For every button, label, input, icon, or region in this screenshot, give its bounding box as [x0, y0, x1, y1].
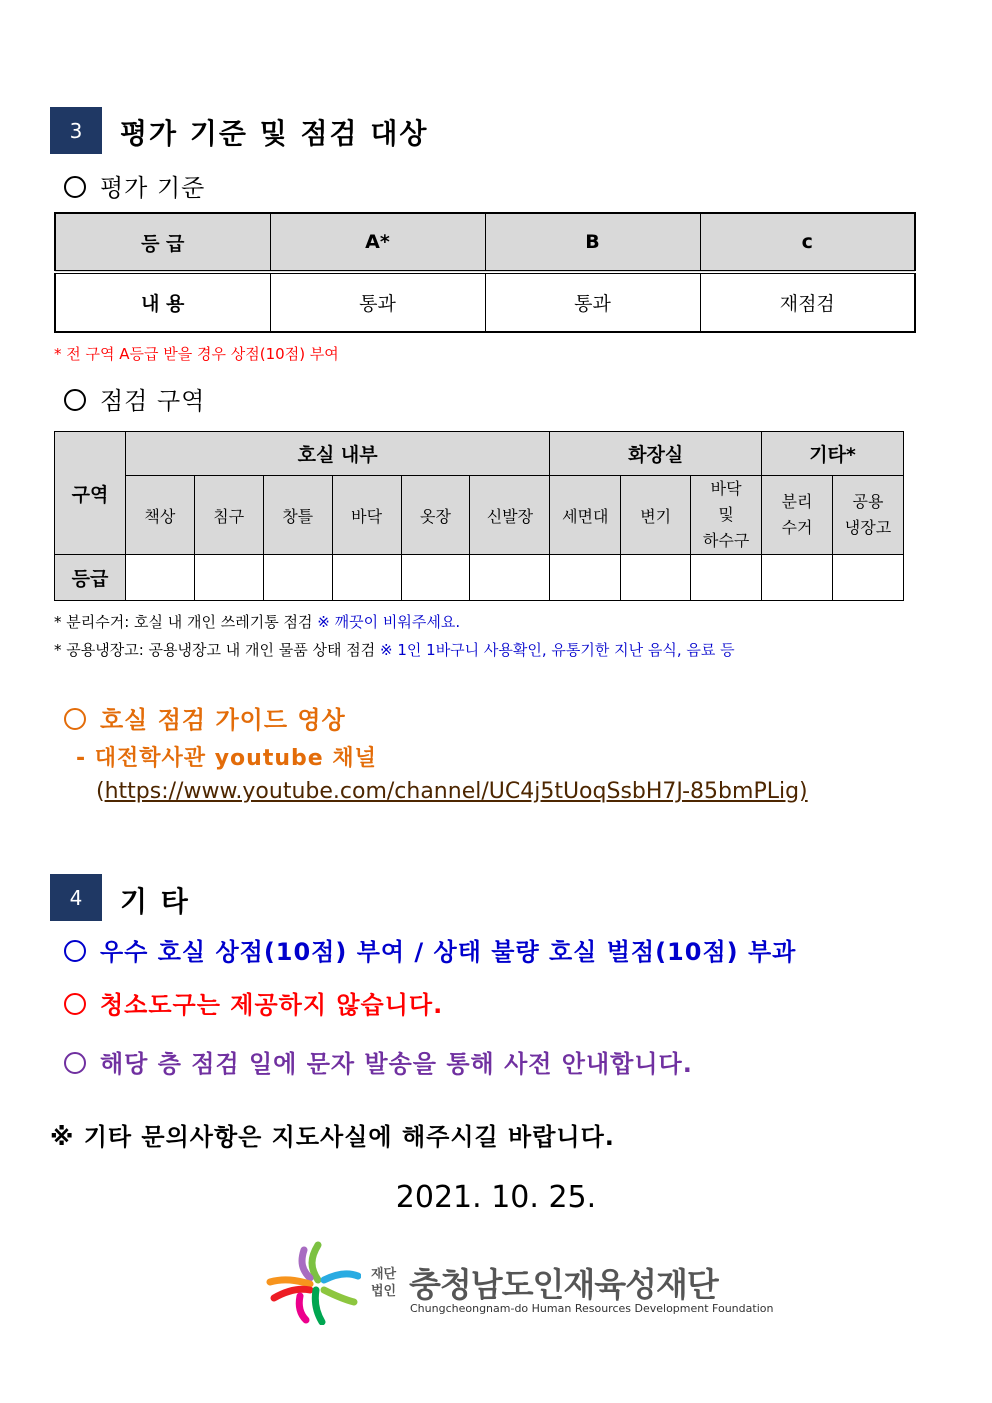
criteria-heading-text: 평가 기준	[100, 174, 206, 202]
zone-heading	[64, 381, 205, 416]
zone-grade-cell[interactable]	[832, 555, 903, 601]
zone-note-highlight: ※ 1인 1바구니 사용확인, 유통기한 지난 음식, 음료 등	[380, 641, 735, 659]
guide-link-paren: (	[96, 779, 105, 804]
legal-label-top: 재단	[371, 1267, 397, 1282]
zone-item: 공용 냉장고	[832, 476, 903, 555]
youtube-link[interactable]: https://www.youtube.com/channel/UC4j5tUoqSsbH7J-85bmPLig)	[104, 779, 808, 804]
zone-grade-row	[55, 555, 904, 601]
zone-note-recycling	[54, 611, 460, 632]
zone-group-room: 호실 내부	[125, 432, 549, 476]
circle-bullet-icon	[64, 993, 86, 1015]
merit-line	[64, 932, 796, 967]
section-title: 기 타	[120, 885, 190, 918]
guide-heading-text: 호실 점검 가이드 영상	[100, 706, 346, 734]
zone-item: 창틀	[263, 476, 332, 555]
zone-grade-cell[interactable]	[125, 555, 194, 601]
criteria-note: * 전 구역 A등급 받을 경우 상점(10점) 부여	[54, 345, 339, 363]
zone-grade-cell[interactable]	[194, 555, 263, 601]
zone-grade-cell[interactable]	[470, 555, 550, 601]
guide-link-line	[96, 779, 808, 804]
zone-note-fridge	[54, 639, 735, 660]
grade-cell: 통과	[270, 272, 485, 332]
zone-item: 옷장	[401, 476, 470, 555]
notice-line	[64, 1044, 693, 1079]
grade-table-header-row	[55, 213, 915, 272]
inquiry-note: ※ 기타 문의사항은 지도사실에 해주시길 바랍니다.	[50, 1123, 615, 1151]
grade-header-cell: A*	[270, 213, 485, 272]
zone-group-bathroom: 화장실	[550, 432, 762, 476]
notice-line-text: 해당 층 점검 일에 문자 발송을 통해 사전 안내합니다.	[100, 1050, 693, 1078]
section-number-badge: 4	[50, 874, 102, 921]
zone-grade-cell[interactable]	[691, 555, 762, 601]
zone-item: 침구	[194, 476, 263, 555]
guide-channel: - 대전학사관 youtube 채널	[76, 746, 377, 771]
circle-bullet-icon	[64, 940, 86, 962]
zone-group-row	[55, 432, 904, 476]
zone-note-text: * 분리수거: 호실 내 개인 쓰레기통 점검	[54, 613, 318, 631]
zone-heading-text: 점검 구역	[100, 387, 206, 415]
zone-item: 바닥	[332, 476, 401, 555]
zone-item-row	[55, 476, 904, 555]
section-number-badge: 3	[50, 107, 102, 154]
foundation-english-name: Chungcheongnam-do Human Resources Development Foundation	[410, 1302, 774, 1315]
zone-grade-cell[interactable]	[621, 555, 691, 601]
circle-bullet-icon	[64, 389, 86, 411]
zone-grade-cell[interactable]	[263, 555, 332, 601]
zone-note-highlight: ※ 깨끗이 비워주세요.	[317, 613, 461, 631]
circle-bullet-icon	[64, 708, 86, 730]
zone-item: 신발장	[470, 476, 550, 555]
zone-table	[54, 431, 904, 601]
zone-label: 구역	[55, 432, 126, 555]
zone-grade-cell[interactable]	[332, 555, 401, 601]
legal-label-bottom: 법인	[371, 1284, 397, 1299]
zone-item: 바닥 및 하수구	[691, 476, 762, 555]
tools-line-text: 청소도구는 제공하지 않습니다.	[100, 991, 444, 1019]
zone-item: 책상	[125, 476, 194, 555]
merit-line-text: 우수 호실 상점(10점) 부여 / 상태 불량 호실 벌점(10점) 부과	[100, 938, 797, 966]
zone-group-other: 기타*	[762, 432, 904, 476]
foundation-logo-icon	[266, 1240, 361, 1325]
tools-line	[64, 985, 443, 1020]
grade-table	[54, 212, 916, 333]
zone-item: 변기	[621, 476, 691, 555]
grade-cell: 통과	[485, 272, 700, 332]
guide-heading	[64, 700, 346, 735]
foundation-name: 충청남도인재육성재단	[409, 1265, 718, 1304]
grade-table-row	[55, 272, 915, 332]
grade-cell: 재점검	[700, 272, 915, 332]
zone-grade-cell[interactable]	[401, 555, 470, 601]
section-title: 평가 기준 및 점검 대상	[120, 117, 429, 150]
grade-header-cell: 등 급	[55, 213, 270, 272]
circle-bullet-icon	[64, 1052, 86, 1074]
grade-header-cell: B	[485, 213, 700, 272]
zone-item: 분리 수거	[762, 476, 833, 555]
grade-row-label: 내 용	[55, 272, 270, 332]
grade-header-cell: c	[700, 213, 915, 272]
zone-grade-cell[interactable]	[550, 555, 621, 601]
document-date: 2021. 10. 25.	[395, 1180, 597, 1215]
criteria-heading	[64, 168, 205, 203]
zone-note-text: * 공용냉장고: 공용냉장고 내 개인 물품 상태 점검	[54, 641, 381, 659]
foundation-legal-label	[371, 1266, 396, 1300]
zone-item: 세면대	[550, 476, 621, 555]
circle-bullet-icon	[64, 176, 86, 198]
zone-grade-label: 등급	[55, 555, 126, 601]
zone-grade-cell[interactable]	[762, 555, 833, 601]
